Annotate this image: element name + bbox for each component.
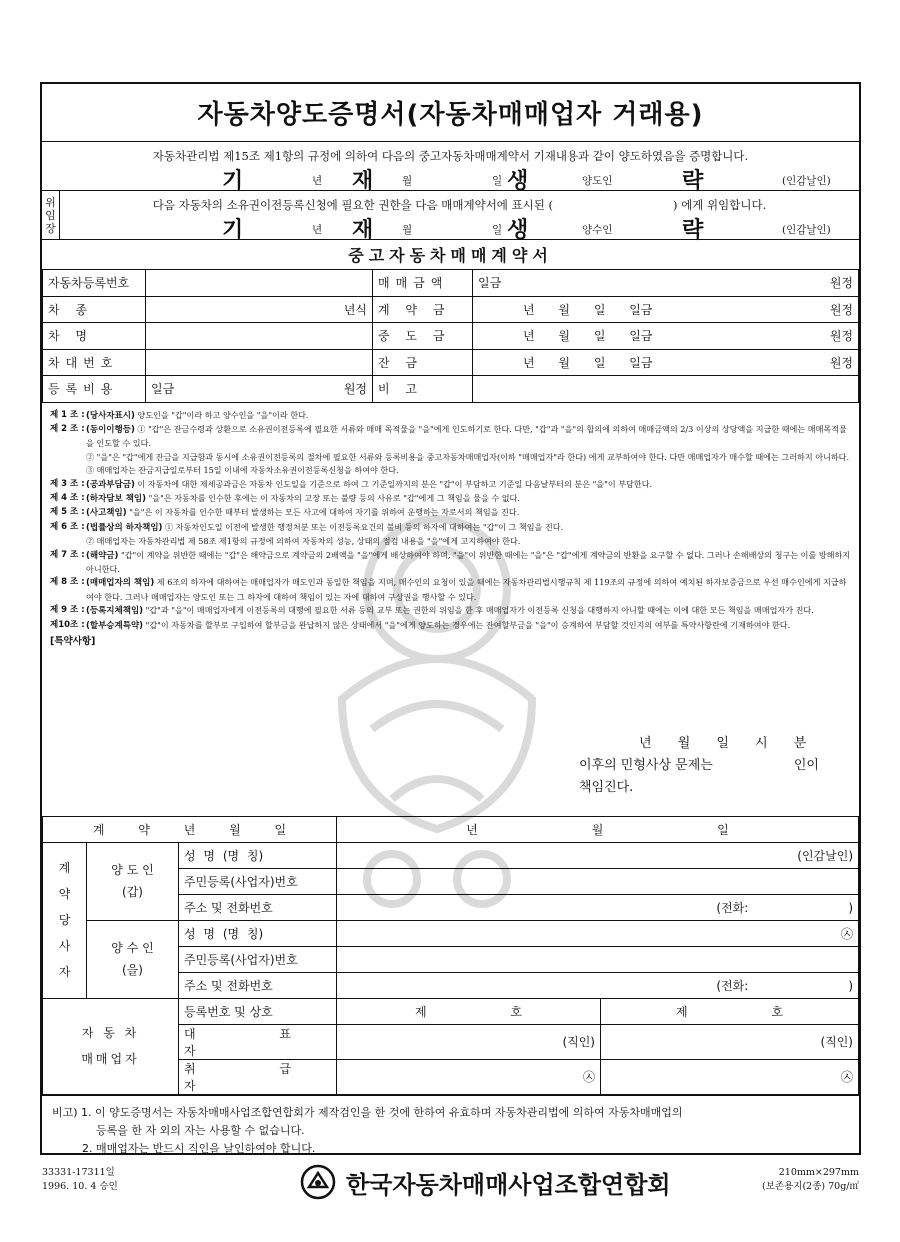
buyer-label: 양수인 (582, 224, 613, 236)
clause: 제 7 조 : (해약금) "갑"이 계약을 위반한 때에는 "갑"은 해약금으로 계약금의 2배액을 "을"에게 배상하여야 하며, "을"이 위반한 때에는 "을"은 "갑"에게 계약금의 반환을 요구할 수 없다. 그러나 손해배상의 청구는 이를 방해하지 아니한다. (50, 549, 851, 574)
year-label: 년 (312, 175, 323, 187)
paper-size: 210mm×297mm (보존용지(2종) 70g/㎡ (762, 1167, 859, 1192)
stamp-char: 생 (507, 169, 529, 194)
stamp-char: 략 (682, 218, 704, 243)
vin-field[interactable] (146, 349, 373, 376)
dealer-label: 자 동 차 매매업자 (43, 998, 179, 1094)
party-label: 계 약 당 사 자 (43, 842, 87, 998)
organization-name: 한국자동차매매사업조합연합회 (346, 1170, 671, 1199)
middle-payment-label: 중 도 금 (373, 323, 473, 350)
deposit-field[interactable]: 년 월 일 일금 (473, 296, 808, 323)
seller-date-signature (42, 166, 859, 194)
special-terms-label: [특약사항] (50, 636, 96, 647)
car-name-label: 차 명 (43, 323, 146, 350)
reg-fee-field[interactable]: 일금 원정 (146, 376, 373, 403)
stamp-char: 기 (222, 169, 244, 194)
balance-label: 잔 금 (373, 349, 473, 376)
handler-field-2[interactable]: ㉦ (601, 1059, 859, 1094)
reg-fee-label: 등록비용 (43, 376, 146, 403)
buyer-id-label: 주민등록(사업자)번호 (179, 946, 337, 972)
remarks-label: 비 고 (373, 376, 473, 403)
stamp-char: 재 (352, 169, 374, 194)
contract-date-field[interactable]: 년 월 일 (337, 816, 859, 842)
seller-label: 양도인 (582, 175, 613, 187)
buyer-address-field[interactable]: (전화: ) (337, 972, 859, 998)
form-title: 자동차양도증명서(자동차매매업자 거래용) (42, 84, 859, 142)
note-1-continued: 등록을 한 자 외의 자는 사용할 수 없습니다. (96, 1123, 305, 1137)
clause: 제 8 조 : (매매업자의 책임) 제 6조의 하자에 대하여는 매매업자가 매도인과 동일한 책임을 지며, 매수인의 요청이 있을 때에는 자동차관리법시행규칙 제 119조의 규정에 의하여 예치된 하자보증금으로 우선 매수인에게 지급하여야 한다. 그러나 매매업자는 양도인 또는 그 하자에 대하여 책임이 있는 자에 대하여 구상권을 행사할 수 있다. (50, 577, 847, 602)
deposit-label: 계 약 금 (373, 296, 473, 323)
special-datetime: 년 월 일 시 분 (639, 735, 807, 751)
car-name-field[interactable] (146, 323, 373, 350)
stamp-char: 기 (222, 218, 244, 243)
buyer-date-signature (60, 215, 859, 243)
form-page (40, 82, 861, 1155)
vehicle-info-table (42, 269, 859, 403)
clause-continuation: ② "을"은 "갑"에게 잔금을 지급함과 동시에 소유권이전등록의 절차에 필요한 서류와 등록비용을 중고자동차매매업자(이하 "매매업자"라 한다) 에게 교부하여야 한다. 다만 매매업자가 매수할 때에는 그러하지 아니하다. (86, 451, 850, 462)
balance-field[interactable]: 년 월 일 일금 (473, 349, 808, 376)
certificate-statement: 자동차관리법 제15조 제1항의 규정에 의하여 다음의 중고자동차매매계약서 기재내용과 같이 양도하였음을 증명합니다. (152, 149, 749, 163)
sale-price-label: 매매금액 (373, 270, 473, 297)
seller-name-field[interactable]: (인감날인) (337, 842, 859, 868)
seller-label: 양 도 인 (갑) (87, 842, 179, 920)
clause: 제 6 조 : (법률상의 하자책임) ① 자동차인도일 이전에 발생한 행정처분 또는 이전등록요건의 불비 등의 하자에 대하여는 "갑"이 그 책임을 진다. (50, 521, 564, 533)
stamp-char: 략 (682, 169, 704, 194)
representative-label: 대 표 자 (179, 1024, 337, 1059)
form-code: 33331-17311일 1996. 10. 4 승인 (42, 1167, 118, 1192)
won-unit: 원정 (808, 323, 859, 350)
footer (40, 1160, 861, 1210)
notes: 비고) 1. 이 양도증명서는 자동차매매사업조합연합회가 제작검인을 한 것에 한하여 유효하며 자동차관리법에 의하여 자동차매매업의 등록을 한 자 외의 자는 사용할 수 없습니다. 2. 매매업자는 반드시 직인을 날인하여야 합니다. (42, 1095, 859, 1161)
transfer-certificate (42, 142, 859, 243)
seal-note: (인감날인) (782, 224, 831, 236)
vin-label: 차대번호 (43, 349, 146, 376)
middle-payment-field[interactable]: 년 월 일 일금 (473, 323, 808, 350)
special-responsibility-end: 책임진다. (579, 779, 634, 795)
stamp-char: 생 (507, 218, 529, 243)
clause: 제 5 조 : (사고책임) "을"은 이 자동차를 인수한 때부터 발생하는 모든 사고에 대하여 자기를 위하여 운행하는 자로서의 책임을 진다. (50, 507, 520, 519)
buyer-id-field[interactable] (337, 946, 859, 972)
remarks-field[interactable] (473, 376, 859, 403)
association-logo-icon (300, 1164, 336, 1200)
representative-field-2[interactable]: (직인) (601, 1024, 859, 1059)
handler-field-1[interactable]: ㉦ (337, 1059, 601, 1094)
seal-note: (인감날인) (782, 175, 831, 187)
day-label: 일 (492, 224, 503, 236)
year-label: 년 (312, 224, 323, 236)
buyer-name-field[interactable]: ㉦ (337, 920, 859, 946)
dealer-reg-label: 등록번호 및 상호 (179, 998, 337, 1024)
delegation-text: 다음 자동차의 소유권이전등록신청에 필요한 권한을 다음 매매계약서에 표시된 ( ) 에게 위임합니다. (152, 198, 767, 212)
clause-continuation: ② 매매업자는 자동차관리법 제 58조 제1항의 규정에 의하여 자동차의 성능, 상태의 점검 내용을 "을"에게 고지하여야 한다. (86, 536, 521, 547)
won-unit: 원정 (808, 296, 859, 323)
seller-id-field[interactable] (337, 868, 859, 894)
parties-table (42, 816, 859, 1095)
reg-no-label: 자동차등록번호 (43, 270, 146, 297)
buyer-label: 양 수 인 (을) (87, 920, 179, 998)
car-type-field[interactable]: 년식 (146, 296, 373, 323)
special-responsibility: 이후의 민형사상 문제는 인이 (579, 757, 819, 773)
won-unit: 원정 (808, 270, 859, 297)
month-label: 월 (402, 224, 413, 236)
representative-field-1[interactable]: (직인) (337, 1024, 601, 1059)
seller-id-label: 주민등록(사업자)번호 (179, 868, 337, 894)
seller-address-label: 주소 및 전화번호 (179, 894, 337, 920)
special-terms-signature (579, 733, 839, 799)
reg-no-field[interactable] (146, 270, 373, 297)
buyer-address-label: 주소 및 전화번호 (179, 972, 337, 998)
seller-name-label: 성 명 (명 칭) (179, 842, 337, 868)
sale-price-field[interactable]: 일금 (473, 270, 808, 297)
note-2: 2. 매매업자는 반드시 직인을 날인하여야 합니다. (82, 1141, 316, 1155)
stamp-char: 재 (352, 218, 374, 243)
clause: 제 2 조 : (동이이행등) ① "갑"은 잔금수령과 상환으로 소유권이전등록에 필요한 서류와 매매 목적물을 "을"에게 인도하기로 한다. 다만, "갑"과 "을"의 합의에 의하여 매매금액의 2/3 이상의 상당액을 지급한 때에는 매매목적물을 인도할 수 있다. (50, 423, 847, 449)
clause: 제 3 조 : (공과부담금) 이 자동차에 대한 제세공과금은 자동차 인도일을 기준으로 하여 그 기준일까지의 분은 "갑"이 부담하고 기준일 다음날부터의 분은 "을"이 부담한다. (50, 478, 653, 490)
dealer-reg-field-2[interactable]: 제 호 (601, 998, 859, 1024)
contract-title: 중고자동차매매계약서 (42, 240, 859, 270)
seller-address-field[interactable]: (전화: ) (337, 894, 859, 920)
car-type-label: 차 종 (43, 296, 146, 323)
organization (300, 1164, 671, 1200)
contract-date-label: 계 약 년 월 일 (43, 816, 337, 842)
buyer-name-label: 성 명 (명 칭) (179, 920, 337, 946)
month-label: 월 (402, 175, 413, 187)
handler-label: 취 급 자 (179, 1059, 337, 1094)
won-unit: 원정 (808, 349, 859, 376)
clause-continuation: ③ 매매업자는 잔금지급일로부터 15일 이내에 자동차소유권이전등록신청을 하여야 한다. (86, 465, 399, 476)
clause: 제 9 조 : (등록지체책임) "갑"과 "을"이 매매업자에게 이전등록의 대행에 필요한 서류 등의 교부 또는 권한의 위임을 한 후 매매업자가 이전등록 신청을 대행하지 아니할 때에는 이에 대한 모든 책임을 매매업자가 진다. (50, 605, 814, 617)
delegation-label: 위 임 장 (42, 191, 60, 239)
dealer-reg-field-1[interactable]: 제 호 (337, 998, 601, 1024)
clause: 제 1 조 : (당사자표시) 양도인을 "갑"이라 하고 양수인을 "을"이라 한다. (50, 409, 309, 421)
delegation-row (42, 190, 859, 243)
day-label: 일 (492, 175, 503, 187)
clause: 제 4 조 : (하자담보 책임) "을"은 자동차를 인수한 후에는 이 자동차의 고장 또는 불량 등의 사유로 "갑"에게 그 책임을 물을 수 없다. (50, 492, 520, 504)
clause: 제10조 : (할부승계특약) "갑"이 자동차를 할부로 구입하여 할부금을 완납하지 않은 상태에서 "을"에게 양도하는 경우에는 잔여할부금을 "을"이 승계하여 부담할 것인지의 여부를 특약사항란에 기재하여야 한다. (50, 619, 791, 631)
contract-clauses (42, 403, 859, 817)
